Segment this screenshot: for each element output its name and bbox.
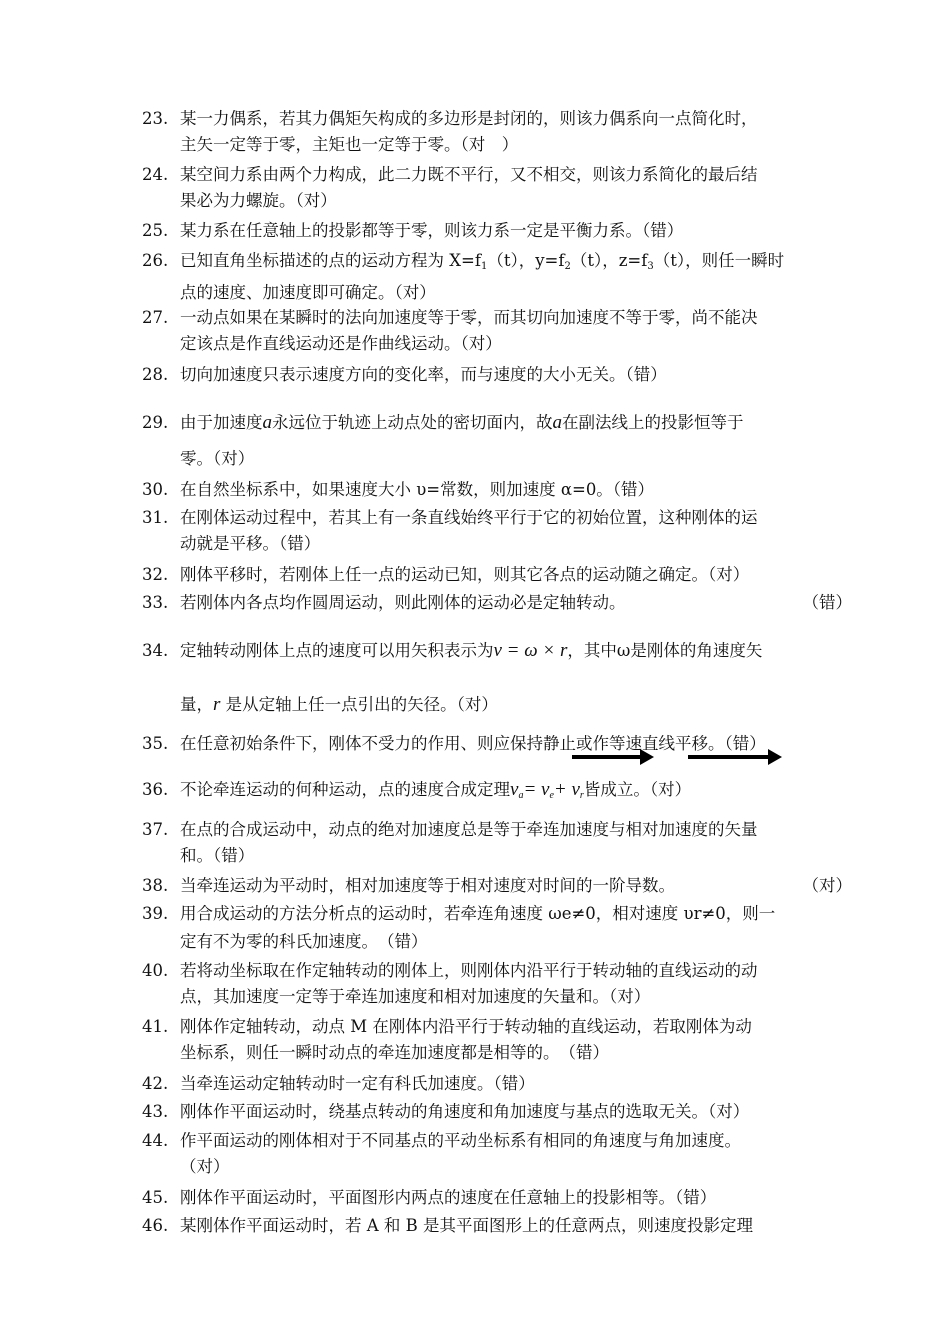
item-number: 46. xyxy=(142,1216,169,1235)
item-text: 定有不为零的科氏加速度。 （错） xyxy=(180,932,428,951)
item-text: 若将动坐标取在作定轴转动的刚体上，则刚体内沿平行于转动轴的直线运动的动 xyxy=(180,961,758,980)
item-text: 由于加速度a永远位于轨迹上动点处的密切面内，故a在副法线上的投影恒等于 xyxy=(180,412,744,433)
math-symbol: r xyxy=(213,694,221,715)
item-number: 40. xyxy=(142,961,169,980)
item-number: 45. xyxy=(142,1188,169,1207)
item-text: 作平面运动的刚体相对于不同基点的平动坐标系有相同的角速度与角加速度。 xyxy=(180,1131,741,1150)
item-number: 29. xyxy=(142,413,169,432)
answer-tag: （错） xyxy=(802,593,852,612)
item-number: 25. xyxy=(142,221,169,240)
item-text: 某刚体作平面运动时，若 A 和 B 是其平面图形上的任意两点，则速度投影定理 xyxy=(180,1216,754,1235)
item-text: 在自然坐标系中，如果速度大小 υ=常数，则加速度 α=0。（错） xyxy=(180,480,655,499)
item-number: 36. xyxy=(142,780,169,799)
item-text: 当牵连运动定轴转动时一定有科氏加速度。（错） xyxy=(180,1074,535,1093)
item-text: 果必为力螺旋。（对） xyxy=(180,191,337,210)
item-text: 刚体作平面运动时，平面图形内两点的速度在任意轴上的投影相等。（错） xyxy=(180,1188,717,1207)
item-number: 30. xyxy=(142,480,169,499)
item-text: 主矢一定等于零，主矩也一定等于零。（对 ） xyxy=(180,135,519,154)
item-number: 32. xyxy=(142,565,169,584)
math-symbol: a xyxy=(262,412,272,433)
item-number: 44. xyxy=(142,1131,169,1150)
item-number: 39. xyxy=(142,904,169,923)
item-text: （对） xyxy=(180,1157,230,1176)
item-text: 点的速度、加速度即可确定。（对） xyxy=(180,283,436,302)
item-text: 刚体作平面运动时，绕基点转动的角速度和角加速度与基点的选取无关。（对） xyxy=(180,1102,750,1121)
item-text: 不论牵连运动的何种运动，点的速度合成定理$v_a= v_e+ v_r$皆成立。（对） xyxy=(180,779,692,801)
item-text: 某力系在任意轴上的投影都等于零，则该力系一定是平衡力系。（错） xyxy=(180,221,684,240)
item-number: 28. xyxy=(142,365,169,384)
item-text: 定该点是作直线运动还是作曲线运动。（对） xyxy=(180,334,502,353)
item-number: 43. xyxy=(142,1102,169,1121)
item-number: 41. xyxy=(142,1017,169,1036)
item-text: 某一力偶系，若其力偶矩矢构成的多边形是封闭的，则该力偶系向一点简化时， xyxy=(180,109,758,128)
item-number: 38. xyxy=(142,876,169,895)
item-number: 33. xyxy=(142,593,169,612)
formula: v = ω × r xyxy=(493,640,568,661)
item-text: 当牵连运动为平动时，相对加速度等于相对速度对时间的一阶导数。 xyxy=(180,876,675,895)
item-text: 点，其加速度一定等于牵连加速度和相对加速度的矢量和。（对） xyxy=(180,987,651,1006)
item-number: 24. xyxy=(142,165,169,184)
item-number: 23. xyxy=(142,109,169,128)
item-text: 切向加速度只表示速度方向的变化率，而与速度的大小无关。（错） xyxy=(180,365,667,384)
item-text: 动就是平移。（错） xyxy=(180,534,321,553)
item-text: 坐标系，则任一瞬时动点的牵连加速度都是相等的。 （错） xyxy=(180,1043,609,1062)
item-number: 26. xyxy=(142,251,169,270)
item-text: 某空间力系由两个力构成，此二力既不平行，又不相交，则该力系简化的最后结 xyxy=(180,165,758,184)
answer-tag: （对） xyxy=(802,876,852,895)
item-text: 定轴转动刚体上点的速度可以用矢积表示为v = ω × r，其中ω是刚体的角速度矢 xyxy=(180,640,763,661)
item-text: 量，r 是从定轴上任一点引出的矢径。（对） xyxy=(180,694,498,715)
item-number: 42. xyxy=(142,1074,169,1093)
item-text: 若刚体内各点均作圆周运动，则此刚体的运动必是定轴转动。 xyxy=(180,593,626,612)
item-number: 31. xyxy=(142,508,169,527)
vector-arrow-icon xyxy=(572,755,642,759)
item-text: 在任意初始条件下，刚体不受力的作用、则应保持静止或作等速直线平移。（错） xyxy=(180,734,766,753)
item-text: 在点的合成运动中，动点的绝对加速度总是等于牵连加速度与相对加速度的矢量 xyxy=(180,820,758,839)
item-number: 37. xyxy=(142,820,169,839)
item-number: 34. xyxy=(142,641,169,660)
list-item-continuation xyxy=(180,929,850,955)
item-number: 27. xyxy=(142,308,169,327)
item-text: 已知直角坐标描述的点的运动方程为 $X=f_1(t)$，$y=f_2(t)$，$z=f_3(t)$，则任一瞬时 xyxy=(180,251,785,272)
item-text: 刚体平移时，若刚体上任一点的运动已知，则其它各点的运动随之确定。（对） xyxy=(180,565,750,584)
math-symbol: a xyxy=(552,412,562,433)
item-text: 在刚体运动过程中，若其上有一条直线始终平行于它的初始位置，这种刚体的运 xyxy=(180,508,758,527)
math-symbol: ω xyxy=(616,641,631,660)
item-text: 一动点如果在某瞬时的法向加速度等于零，而其切向加速度不等于零，尚不能决 xyxy=(180,308,758,327)
vector-arrow-icon xyxy=(688,755,770,759)
item-text: 零。（对） xyxy=(180,449,255,468)
item-text: 用合成运动的方法分析点的运动时，若牵连角速度 ωe≠0，相对速度 υr≠0，则一 xyxy=(180,904,776,923)
item-text: 刚体作定轴转动，动点 M 在刚体内沿平行于转动轴的直线运动，若取刚体为动 xyxy=(180,1017,752,1036)
item-text: 和。（错） xyxy=(180,846,255,865)
formula: $v_a= v_e+ v_r$ xyxy=(510,779,584,801)
item-number: 35. xyxy=(142,734,169,753)
